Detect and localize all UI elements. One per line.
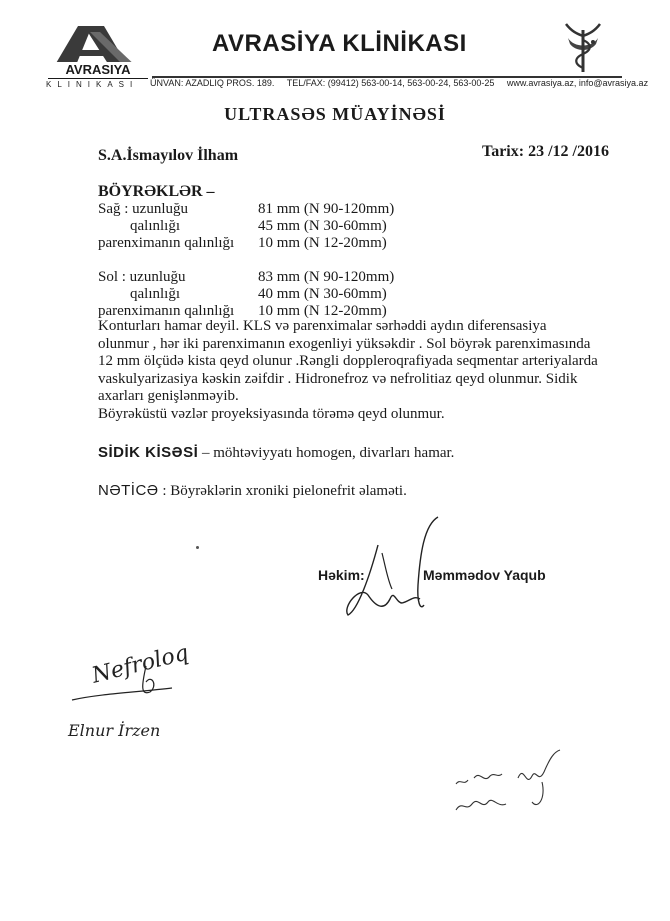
kidney-findings bbox=[98, 318, 618, 423]
right-thickness-value: 45 mm (N 30-60mm) bbox=[258, 218, 387, 234]
findings-line: Böyrəküstü vəzlər proyeksiyasında törəmə qeyd olunmur. bbox=[98, 405, 445, 422]
logo-word: AVRASIYA bbox=[65, 62, 131, 77]
conclusion-section bbox=[98, 482, 407, 500]
doctor-name: Məmmədov Yaqub bbox=[423, 567, 546, 583]
right-length-label: Sağ : uzunluğu bbox=[98, 201, 188, 217]
exam-date: Tarix: 23 /12 /2016 bbox=[482, 143, 609, 160]
right-parenchyma-label: parenximanın qalınlığı bbox=[98, 235, 235, 251]
doctor-signature bbox=[340, 515, 450, 625]
handwritten-scribble bbox=[452, 748, 582, 818]
right-parenchyma-value: 10 mm (N 12-20mm) bbox=[258, 235, 387, 251]
address-line bbox=[150, 78, 658, 88]
address: ÜNVAN: AZADLIQ PROS. 189. bbox=[150, 78, 275, 88]
logo-subtitle: KLINIKASI bbox=[46, 80, 139, 89]
patient-name: S.A.İsmayılov İlham bbox=[98, 147, 239, 164]
bladder-text: – möhtəviyyatı homogen, divarları hamar. bbox=[198, 445, 455, 461]
left-thickness-value: 40 mm (N 30-60mm) bbox=[258, 286, 387, 302]
left-length-value: 83 mm (N 90-120mm) bbox=[258, 269, 395, 285]
contact-phones: TEL/FAX: (99412) 563-00-14, 563-00-24, 563-00-25 bbox=[286, 78, 495, 88]
handwritten-note-nephrologist bbox=[68, 622, 198, 742]
conclusion-text: : Böyrəklərin xroniki pielonefrit əlaməti. bbox=[158, 483, 407, 499]
findings-line: axarları genişlənməyib. bbox=[98, 388, 239, 404]
left-length-label: Sol : uzunluğu bbox=[98, 269, 186, 285]
left-parenchyma-value: 10 mm (N 12-20mm) bbox=[258, 303, 387, 319]
bladder-label: SİDİK KİSƏSİ bbox=[98, 444, 199, 461]
caduceus-icon bbox=[558, 18, 608, 74]
doctor-label: Həkim: bbox=[318, 567, 365, 583]
handwritten-names: Elnur İrzen bbox=[68, 721, 161, 740]
findings-line: olunmur , hər iki parenximanın exogenliyi yüksəkdir . Sol böyrək parenximasında bbox=[98, 335, 591, 352]
stray-mark bbox=[196, 546, 199, 549]
right-thickness-label: qalınlığı bbox=[130, 218, 180, 234]
document-title: ULTRASƏS MÜAYİNƏSİ bbox=[224, 104, 446, 124]
right-length-value: 81 mm (N 90-120mm) bbox=[258, 201, 395, 217]
findings-line: vaskulyarizasiya kəskin zəifdir . Hidronefroz və nefrolitiaz qeyd olunmur. Sidik bbox=[98, 370, 578, 387]
findings-line: 12 mm ölçüdə kista qeyd olunur .Rəngli doppleroqrafiyada seqmentar arteriyalarda bbox=[98, 353, 598, 369]
web-email: www.avrasiya.az, info@avrasiya.az bbox=[506, 78, 649, 88]
bladder-section bbox=[98, 444, 454, 462]
left-thickness-label: qalınlığı bbox=[130, 286, 180, 302]
kidneys-heading: BÖYRƏKLƏR – bbox=[98, 183, 215, 200]
conclusion-label: NƏTİCƏ bbox=[98, 482, 159, 499]
left-parenchyma-label: parenximanın qalınlığı bbox=[98, 303, 235, 319]
findings-line: Konturları hamar deyil. KLS və parenximalar sərhəddi aydın diferensasiya bbox=[98, 318, 547, 334]
clinic-name: AVRASİYA KLİNİKASI bbox=[212, 30, 467, 57]
handwritten-word: Nefroloq bbox=[89, 640, 192, 689]
